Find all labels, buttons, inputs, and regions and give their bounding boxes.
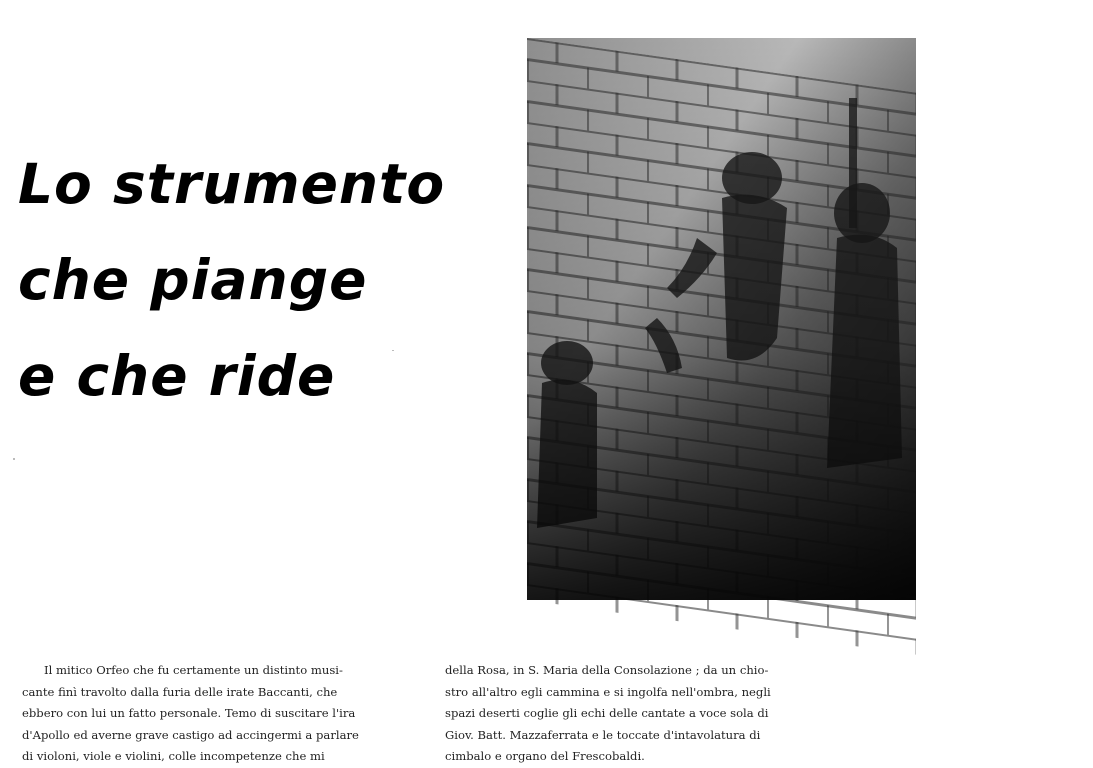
- body-line: della Rosa, in S. Maria della Consolazione ; da un chio-: [445, 663, 769, 677]
- body-line: d'Apollo ed averne grave castigo ad accingermi a parlare: [22, 727, 359, 742]
- speck-mark: [13, 458, 15, 460]
- body-line: Giov. Batt. Mazzaferrata e le toccate d'intavolatura di: [445, 727, 761, 742]
- title-line-2: che piange: [18, 248, 368, 312]
- body-line: ebbero con lui un fatto personale. Temo di suscitare l'ira: [22, 706, 356, 720]
- body-line: cimbalo e organo del Frescobaldi.: [445, 749, 645, 763]
- article-title: [18, 136, 498, 424]
- body-column-right: [445, 660, 850, 768]
- body-line: stro all'altro egli cammina e si ingolfa nell'ombra, negli: [445, 684, 771, 699]
- title-line-1: Lo strumento: [18, 152, 446, 216]
- title-line-3: e che ride: [18, 344, 336, 408]
- body-line: cante finì travolto dalla furia delle irate Baccanti, che: [22, 684, 338, 699]
- body-line: di violoni, viole e violini, colle incompetenze che mi: [22, 749, 325, 763]
- body-line: spazi deserti coglie gli echi delle cantate a voce sola di: [445, 706, 769, 720]
- body-column-left: [22, 660, 408, 768]
- body-line: Il mitico Orfeo che fu certamente un distinto musi-: [44, 663, 343, 677]
- photo-credit: GUGLIO BALDI: [1056, 604, 1093, 622]
- shadow-photo: [527, 38, 1093, 622]
- photo-image: [527, 38, 916, 600]
